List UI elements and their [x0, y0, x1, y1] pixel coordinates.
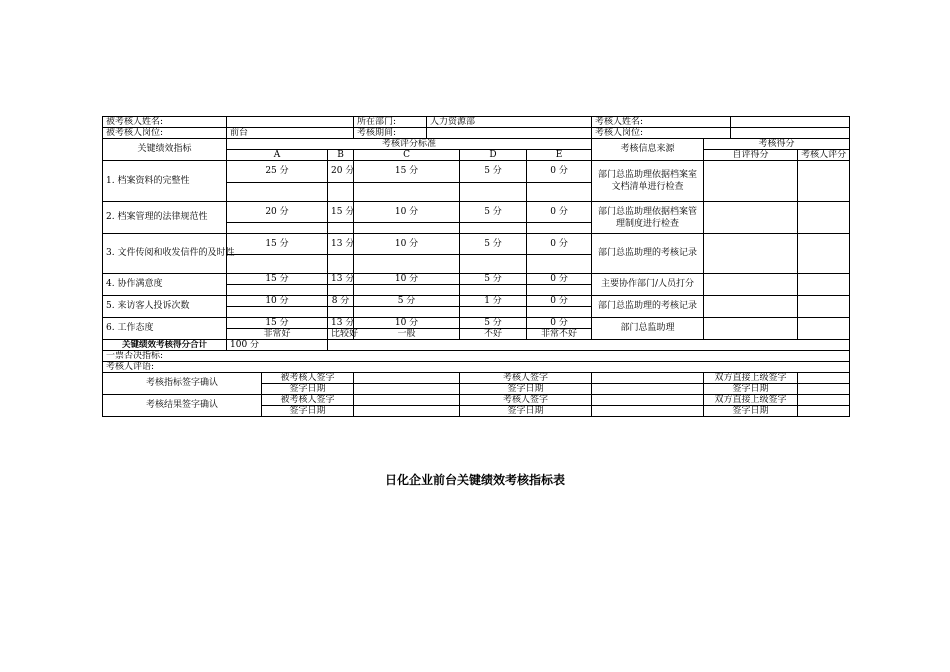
- total-blank: [328, 340, 850, 351]
- indicator-4-score-d: 5 分: [460, 274, 527, 285]
- period-label: 考核期间:: [354, 128, 427, 139]
- indicator-sign-confirm: 考核指标签字确认: [103, 373, 262, 395]
- indicator-6-source: 部门总监助理: [592, 318, 704, 340]
- examiner-post-value[interactable]: [731, 128, 850, 139]
- indicator-6-name: 6. 工作态度: [103, 318, 227, 340]
- sign2-superior-field[interactable]: [798, 395, 850, 406]
- indicator-4-score-e: 0 分: [527, 274, 592, 285]
- indicator-3-blank-c: [354, 255, 460, 274]
- examiner-post-label: 考核人岗位:: [592, 128, 731, 139]
- indicator-4-blank-d: [460, 285, 527, 296]
- indicator-2-self-score[interactable]: [704, 202, 798, 234]
- indicator-1-source: 部门总监助理依据档案室文档清单进行检查: [592, 161, 704, 202]
- indicator-2-name: 2. 档案管理的法律规范性: [103, 202, 227, 234]
- indicator-2-blank-e: [527, 223, 592, 234]
- indicator-2-blank-c: [354, 223, 460, 234]
- examinee-post-value[interactable]: 前台: [227, 128, 354, 139]
- sign1-examiner-date-field[interactable]: [592, 384, 704, 395]
- indicator-5-name: 5. 来访客人投诉次数: [103, 296, 227, 318]
- grade-a-header: A: [227, 150, 328, 161]
- indicator-2-blank-b: [328, 223, 354, 234]
- indicator-1-name: 1. 档案资料的完整性: [103, 161, 227, 202]
- sign2-examinee-field[interactable]: [354, 395, 460, 406]
- examiner-name-value[interactable]: [731, 117, 850, 128]
- indicator-6-desc-e: 非常不好: [527, 329, 592, 340]
- indicator-3-blank-d: [460, 255, 527, 274]
- indicator-5-score-d: 1 分: [460, 296, 527, 307]
- indicator-6-score-d: 5 分: [460, 318, 527, 329]
- indicator-3-source: 部门总监助理的考核记录: [592, 234, 704, 274]
- total-value: 100 分: [227, 340, 328, 351]
- indicator-4-score-a: 15 分: [227, 274, 328, 285]
- indicator-3-name: 3. 文件传阅和收发信件的及时性: [103, 234, 227, 274]
- sign2-examinee-date-label: 签字日期: [262, 406, 354, 417]
- sign1-examiner-field[interactable]: [592, 373, 704, 384]
- examinee-name-value[interactable]: [227, 117, 354, 128]
- sign2-examiner-date-field[interactable]: [592, 406, 704, 417]
- indicator-2-score-e: 0 分: [527, 202, 592, 223]
- indicator-6-score-a: 15 分: [227, 318, 328, 329]
- total-label: 关键绩效考核得分合计: [103, 340, 227, 351]
- indicator-1-score-d: 5 分: [460, 161, 527, 183]
- result-sign-confirm: 考核结果签字确认: [103, 395, 262, 417]
- indicator-1-blank-c: [354, 182, 460, 201]
- indicator-3-blank-b: [328, 255, 354, 274]
- sign1-examiner-label: 考核人签字: [460, 373, 592, 384]
- indicator-5-blank-d: [460, 307, 527, 318]
- indicator-4-source: 主要协作部门/人员打分: [592, 274, 704, 296]
- indicator-3-score-a: 15 分: [227, 234, 328, 255]
- sign2-examiner-label: 考核人签字: [460, 395, 592, 406]
- indicator-header: 关键绩效指标: [103, 139, 227, 161]
- indicator-6-score-c: 10 分: [354, 318, 460, 329]
- indicator-3-score-e: 0 分: [527, 234, 592, 255]
- indicator-3-score-d: 5 分: [460, 234, 527, 255]
- indicator-4-name: 4. 协作满意度: [103, 274, 227, 296]
- examiner-name-label: 考核人姓名:: [592, 117, 731, 128]
- indicator-5-blank-e: [527, 307, 592, 318]
- indicator-5-blank-c: [354, 307, 460, 318]
- indicator-4-blank-b: [328, 285, 354, 296]
- indicator-6-desc-b: 比较好: [328, 329, 354, 340]
- grade-e-header: E: [527, 150, 592, 161]
- indicator-4-score-b: 13 分: [328, 274, 354, 285]
- indicator-5-self-score[interactable]: [704, 296, 798, 318]
- sign1-examinee-date-label: 签字日期: [262, 384, 354, 395]
- indicator-4-examiner-score[interactable]: [798, 274, 850, 296]
- sign1-examiner-date-label: 签字日期: [460, 384, 592, 395]
- grade-b-header: B: [328, 150, 354, 161]
- indicator-6-score-b: 13 分: [328, 318, 354, 329]
- standard-header: 考核评分标准: [227, 139, 592, 150]
- indicator-3-self-score[interactable]: [704, 234, 798, 274]
- indicator-1-blank-d: [460, 182, 527, 201]
- indicator-3-blank-e: [527, 255, 592, 274]
- kpi-table: [102, 116, 850, 417]
- indicator-5-score-a: 10 分: [227, 296, 328, 307]
- sign1-superior-label: 双方直接上级签字: [704, 373, 798, 384]
- sign2-superior-date-label: 签字日期: [704, 406, 798, 417]
- indicator-1-self-score[interactable]: [704, 161, 798, 202]
- sign1-superior-date-field[interactable]: [798, 384, 850, 395]
- indicator-6-examiner-score[interactable]: [798, 318, 850, 340]
- indicator-6-desc-a: 非常好: [227, 329, 328, 340]
- sign2-examinee-date-field[interactable]: [354, 406, 460, 417]
- sign1-examinee-label: 被考核人签字: [262, 373, 354, 384]
- indicator-4-score-c: 10 分: [354, 274, 460, 285]
- examinee-post-label: 被考核人岗位:: [103, 128, 227, 139]
- sign1-examinee-field[interactable]: [354, 373, 460, 384]
- indicator-2-score-a: 20 分: [227, 202, 328, 223]
- indicator-3-examiner-score[interactable]: [798, 234, 850, 274]
- sign2-superior-label: 双方直接上级签字: [704, 395, 798, 406]
- indicator-2-score-d: 5 分: [460, 202, 527, 223]
- indicator-1-score-c: 15 分: [354, 161, 460, 183]
- indicator-6-self-score[interactable]: [704, 318, 798, 340]
- indicator-5-source: 部门总监助理的考核记录: [592, 296, 704, 318]
- indicator-4-blank-e: [527, 285, 592, 296]
- indicator-5-examiner-score[interactable]: [798, 296, 850, 318]
- self-score-header: 自评得分: [704, 150, 798, 161]
- indicator-6-score-e: 0 分: [527, 318, 592, 329]
- indicator-5-score-b: 8 分: [328, 296, 354, 307]
- indicator-2-blank-a: [227, 223, 328, 234]
- indicator-1-score-e: 0 分: [527, 161, 592, 183]
- veto-indicator[interactable]: 一票否决指标:: [103, 351, 850, 362]
- department-value[interactable]: 人力资源部: [427, 117, 592, 128]
- indicator-2-score-c: 10 分: [354, 202, 460, 223]
- indicator-1-score-a: 25 分: [227, 161, 328, 183]
- indicator-3-score-c: 10 分: [354, 234, 460, 255]
- sign2-examinee-label: 被考核人签字: [262, 395, 354, 406]
- examiner-score-header: 考核人评分: [798, 150, 850, 161]
- indicator-1-blank-e: [527, 182, 592, 201]
- document-title: 日化企业前台关键绩效考核指标表: [384, 473, 565, 487]
- grade-c-header: C: [354, 150, 460, 161]
- source-header: 考核信息来源: [592, 139, 704, 161]
- indicator-5-score-e: 0 分: [527, 296, 592, 307]
- indicator-5-blank-a: [227, 307, 328, 318]
- indicator-1-blank-a: [227, 182, 328, 201]
- indicator-2-blank-d: [460, 223, 527, 234]
- indicator-6-desc-d: 不好: [460, 329, 527, 340]
- examiner-comment[interactable]: 考核人评语:: [103, 362, 850, 373]
- sign2-superior-date-field[interactable]: [798, 406, 850, 417]
- indicator-4-self-score[interactable]: [704, 274, 798, 296]
- department-label: 所在部门:: [354, 117, 427, 128]
- sign1-examinee-date-field[interactable]: [354, 384, 460, 395]
- indicator-3-score-b: 13 分: [328, 234, 354, 255]
- indicator-4-blank-a: [227, 285, 328, 296]
- indicator-2-source: 部门总监助理依据档案管理制度进行检查: [592, 202, 704, 234]
- score-header: 考核得分: [704, 139, 850, 150]
- sign1-superior-field[interactable]: [798, 373, 850, 384]
- indicator-2-examiner-score[interactable]: [798, 202, 850, 234]
- indicator-1-blank-b: [328, 182, 354, 201]
- sign2-examiner-field[interactable]: [592, 395, 704, 406]
- indicator-5-score-c: 5 分: [354, 296, 460, 307]
- period-value[interactable]: [427, 128, 592, 139]
- indicator-2-score-b: 15 分: [328, 202, 354, 223]
- indicator-4-blank-c: [354, 285, 460, 296]
- indicator-1-score-b: 20 分: [328, 161, 354, 183]
- examinee-name-label: 被考核人姓名:: [103, 117, 227, 128]
- indicator-6-desc-c: 一般: [354, 329, 460, 340]
- sign2-examiner-date-label: 签字日期: [460, 406, 592, 417]
- indicator-1-examiner-score[interactable]: [798, 161, 850, 202]
- grade-d-header: D: [460, 150, 527, 161]
- indicator-3-blank-a: [227, 255, 328, 274]
- sign1-superior-date-label: 签字日期: [704, 384, 798, 395]
- indicator-5-blank-b: [328, 307, 354, 318]
